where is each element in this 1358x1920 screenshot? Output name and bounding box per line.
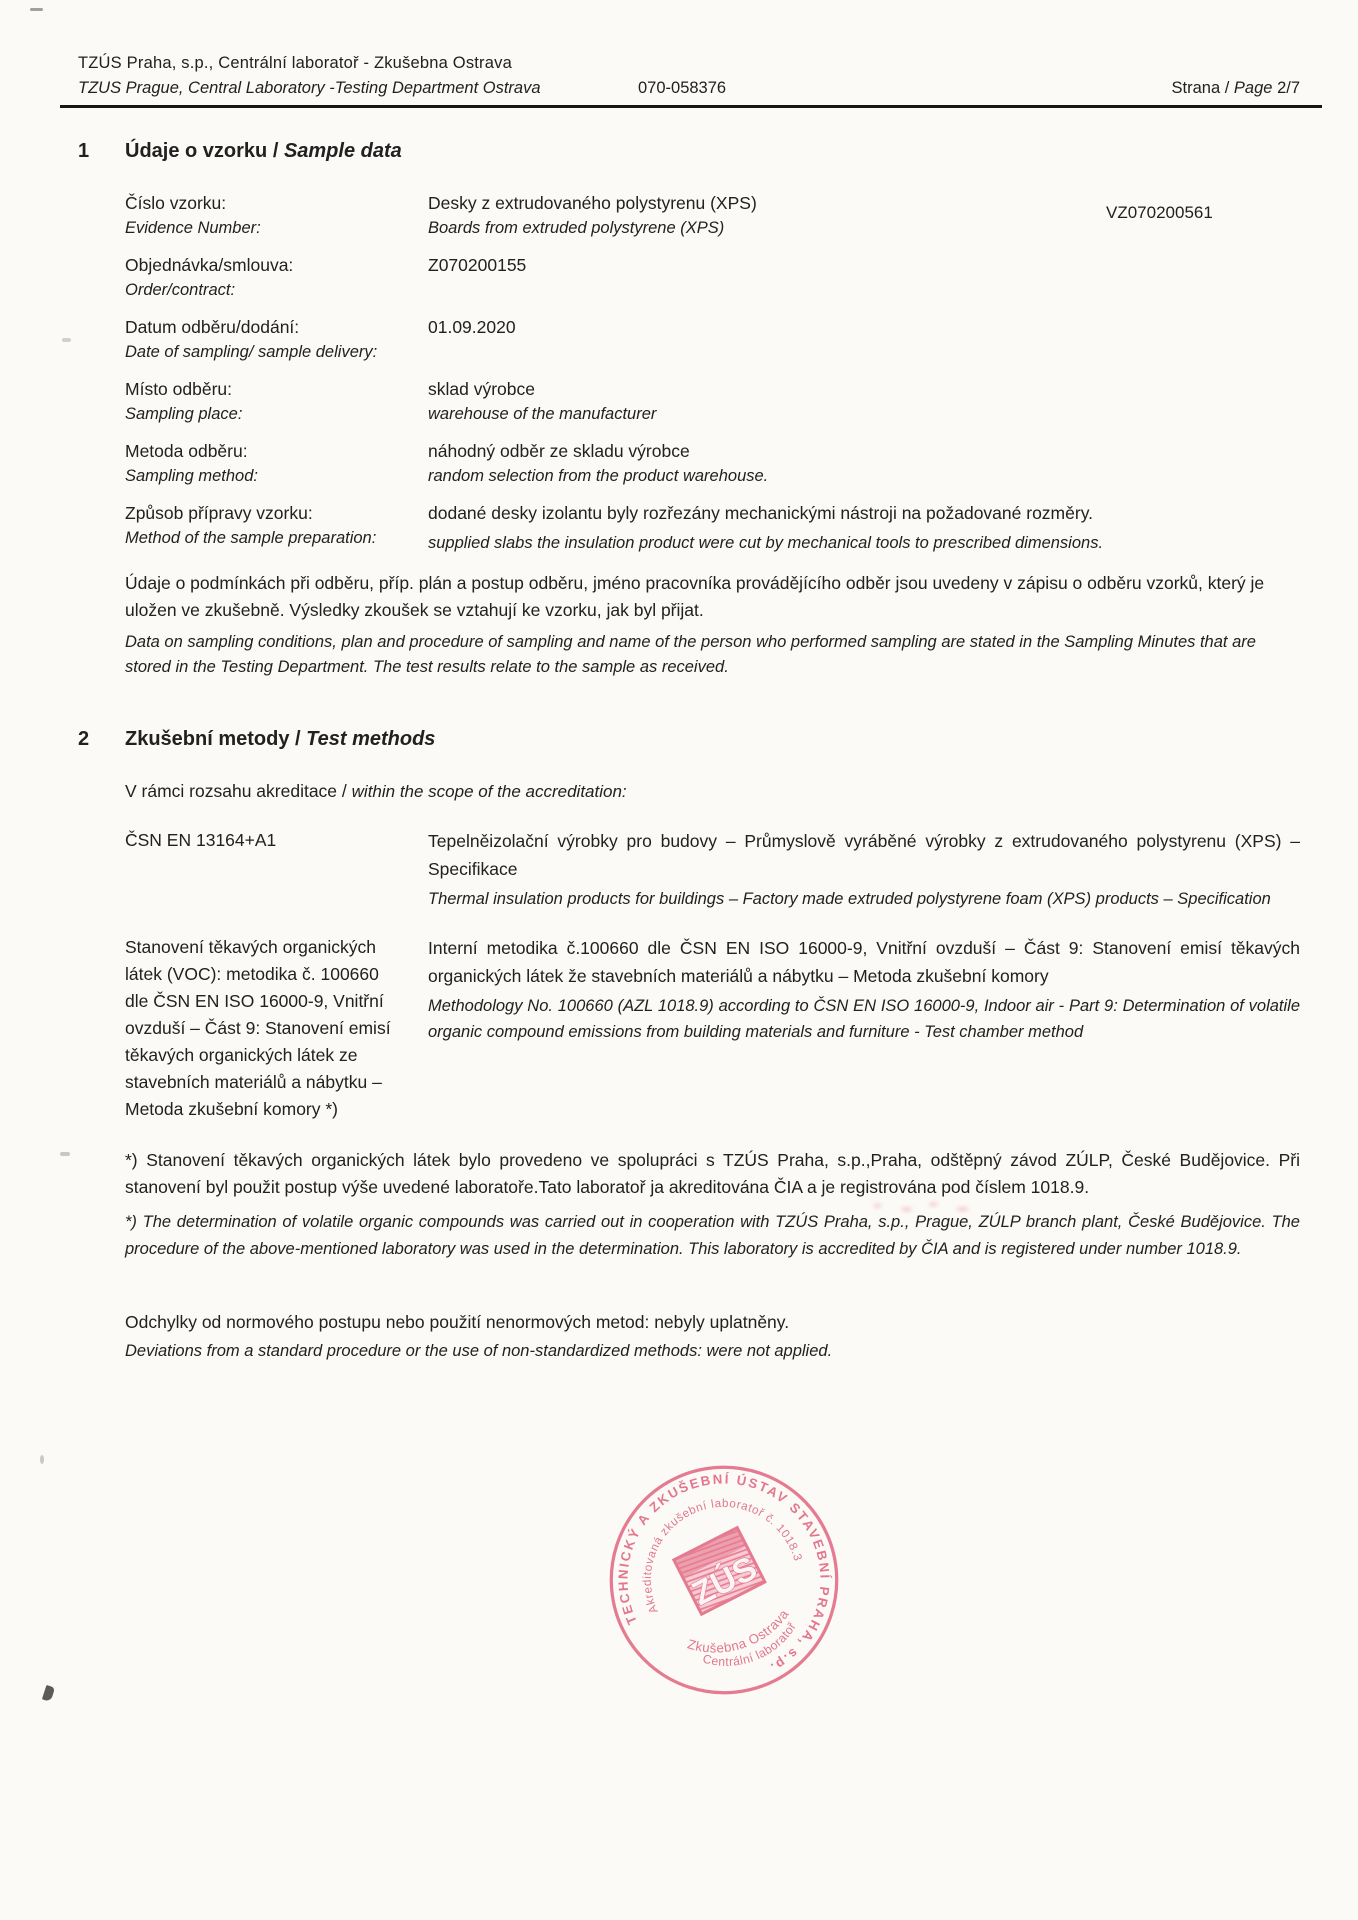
section1-title-en: Sample data — [283, 140, 402, 162]
page-label-cz: Strana / — [1171, 79, 1230, 97]
field-sample-preparation — [125, 500, 1300, 556]
method-standard: Stanovení těkavých organických látek (VOC): metodika č. 100660 dle ČSN EN ISO 16000-9, Vnitřní ovzduší – Část 9: Stanovení emisí těkavých organických látek ze stavebních materiálů a nábytku – Metoda zkušební komory *) — [125, 937, 391, 1119]
method-standard: ČSN EN 13164+A1 — [125, 830, 277, 850]
field-value-en: supplied slabs the insulation product were cut by mechanical tools to prescribed dimensions. — [428, 534, 1104, 552]
round-accreditation-stamp — [592, 1448, 856, 1712]
field-label-en: Order/contract: — [125, 281, 236, 299]
header-divider — [60, 105, 1322, 108]
section2-number: 2 — [78, 728, 90, 750]
voc-footnote — [125, 1147, 1300, 1263]
note-en: Data on sampling conditions, plan and procedure of sampling and name of the person who performed sampling are stated in the Sampling Minutes that are stored in the Testing Department. The test results relate to the sample as received. — [125, 633, 1256, 676]
field-value-cz: 01.09.2020 — [428, 317, 516, 337]
field-value-en: random selection from the product warehouse. — [428, 467, 769, 485]
document-number: 070-058376 — [638, 79, 727, 97]
field-order-contract — [125, 252, 1300, 303]
method-row-voc — [125, 934, 1300, 1123]
section1-title-cz: Údaje o vzorku / — [125, 140, 279, 162]
field-value-cz: Desky z extrudovaného polystyrenu (XPS) — [428, 193, 757, 213]
accreditation-scope-line — [125, 778, 1300, 805]
field-value-en: warehouse of the manufacturer — [428, 405, 657, 423]
field-label-cz: Metoda odběru: — [125, 441, 248, 461]
field-label-cz: Objednávka/smlouva: — [125, 255, 294, 275]
method-desc-en: Methodology No. 100660 (AZL 1018.9) according to ČSN EN ISO 16000-9, Indoor air - Part 9: Determination of volatile organic compound emissions from building materials and furniture - Test chamber method — [428, 997, 1300, 1041]
stamp-zus-logo-icon — [674, 1528, 765, 1615]
field-evidence-number — [125, 190, 1300, 241]
scan-artifact — [42, 1685, 55, 1702]
section1-number: 1 — [78, 140, 90, 162]
field-label-cz: Způsob přípravy vzorku: — [125, 503, 313, 523]
sample-data-fields — [125, 190, 1300, 556]
page-indicator — [1172, 77, 1300, 100]
field-label-cz: Místo odběru: — [125, 379, 232, 399]
footnote-en: *) The determination of volatile organic compounds was carried out in cooperation with TZÚS Praha, s.p., Prague, ZÚLP branch plant, České Budějovice. The procedure of the above-mentioned laboratory was used in the determination. This laboratory is accredited by ČIA and is registered under number 1018.9. — [125, 1213, 1300, 1258]
scan-artifact — [30, 8, 43, 11]
field-label-en: Sampling method: — [125, 467, 258, 485]
method-desc-en: Thermal insulation products for buildings – Factory made extruded polystyrene foam (XPS) products – Specification — [428, 890, 1271, 908]
field-sampling-place — [125, 376, 1300, 427]
sample-id: VZ070200561 — [1106, 203, 1213, 222]
page-number: 2/7 — [1277, 79, 1300, 97]
pink-ink-smudge — [864, 1196, 976, 1220]
deviations-statement — [125, 1309, 1300, 1364]
field-label-en: Date of sampling/ sample delivery: — [125, 343, 378, 361]
section2-title-en: Test methods — [306, 728, 436, 750]
method-row-csn-en-13164 — [125, 827, 1300, 912]
stamp-inner-textpath: Akreditovaná zkušební laboratoř č. 1018.3 — [640, 1496, 805, 1616]
field-sampling-method — [125, 438, 1300, 489]
scan-artifact — [40, 1455, 44, 1464]
stamp-unit-textpath: Zkušebna Ostrava — [685, 1606, 792, 1656]
method-desc-cz: Tepelněizolační výrobky pro budovy – Průmyslově vyráběné výrobky z extrudovaného polystyrenu (XPS) – Specifikace — [428, 831, 1300, 879]
sampling-conditions-note — [125, 570, 1300, 680]
page-header — [78, 52, 1300, 108]
field-label-en: Sampling place: — [125, 405, 243, 423]
test-methods-list — [125, 827, 1300, 1123]
deviations-cz: Odchylky od normového postupu nebo použití nenormových metod: nebyly uplatněny. — [125, 1312, 790, 1332]
note-cz: Údaje o podmínkách při odběru, příp. plán a postup odběru, jméno pracovníka provádějícího odběr jsou uvedeny v zápisu o odběru vzorků, který je uložen ve zkušebně. Výsledky zkoušek se vztahují ke vzorku, jak byl přijat. — [125, 573, 1265, 620]
scope-cz: V rámci rozsahu akreditace / — [125, 781, 347, 801]
method-desc-cz: Interní metodika č.100660 dle ČSN EN ISO 16000-9, Vnitřní ovzduší – Část 9: Stanovení emisí těkavých organických látek že stavebních materiálů a nábytku – Metoda zkušební komory — [428, 938, 1300, 986]
field-value-cz: sklad výrobce — [428, 379, 535, 399]
field-value-cz: Z070200155 — [428, 255, 527, 275]
field-value-en: Boards from extruded polystyrene (XPS) — [428, 219, 725, 237]
section1-heading — [78, 138, 1300, 164]
scan-artifact — [62, 338, 71, 342]
field-label-en: Evidence Number: — [125, 219, 261, 237]
stamp-lab-textpath: Centrální laboratoř — [701, 1619, 800, 1669]
field-sampling-date — [125, 314, 1300, 365]
field-label-cz: Číslo vzorku: — [125, 193, 227, 213]
field-label-en: Method of the sample preparation: — [125, 529, 377, 547]
page-label-en: Page — [1233, 79, 1273, 97]
footnote-cz: *) Stanovení těkavých organických látek bylo provedeno ve spolupráci s TZÚS Praha, s.p.,Praha, odštěpný závod ZÚLP, České Budějovice. Při stanovení byl použit postup výše uvedené laboratoře.Tato laboratoř ja akreditována ČIA a je registrována pod číslem 1018.9. — [125, 1150, 1300, 1197]
field-label-cz: Datum odběru/dodání: — [125, 317, 300, 337]
section2-title-cz: Zkušební metody / — [125, 728, 301, 750]
stamp-logo-text: ZÚS — [686, 1549, 764, 1614]
field-value-cz: dodané desky izolantu byly rozřezány mechanickými nástroji na požadované rozměry. — [428, 503, 1094, 523]
scope-en: within the scope of the accreditation: — [351, 782, 627, 801]
section2-heading — [78, 726, 1300, 752]
deviations-en: Deviations from a standard procedure or the use of non-standardized methods: were not applied. — [125, 1342, 833, 1360]
field-value-cz: náhodný odběr ze skladu výrobce — [428, 441, 690, 461]
org-name-en: TZUS Prague, Central Laboratory -Testing Department Ostrava — [78, 79, 541, 97]
org-name-cz: TZÚS Praha, s.p., Centrální laboratoř - Zkušebna Ostrava — [78, 54, 512, 72]
scan-artifact — [60, 1152, 70, 1156]
stamp-outer-textpath: TECHNICKÝ A ZKUŠEBNÍ ÚSTAV STAVEBNÍ PRAHA, s.p. — [615, 1471, 833, 1677]
